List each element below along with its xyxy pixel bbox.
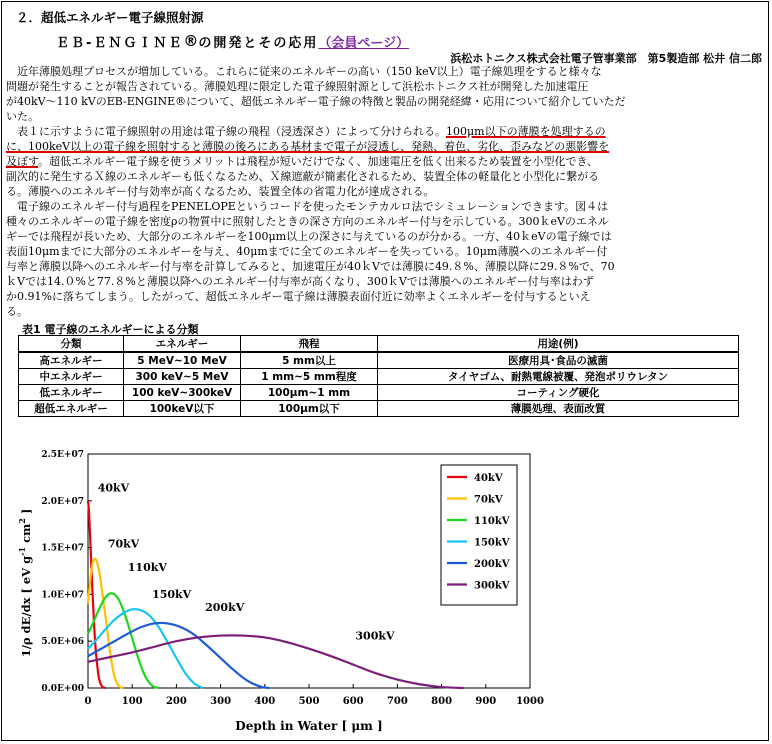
underlined-text: 100μm以下の薄膜を処理するの (446, 125, 606, 138)
paragraph-line: 種々のエネルギーの電子線を密度ρの物質中に照射したときの深さ方向のエネルギー付与を示している。300ｋeVのエネル (6, 215, 609, 228)
y-tick-label: 2.0E+07 (41, 496, 84, 507)
table-cell: 5 mm以上 (241, 352, 378, 369)
y-label-part: ] (19, 508, 33, 519)
paragraph-1 (6, 64, 766, 124)
y-label-part: cm (19, 523, 33, 547)
paragraph-line: る。薄膜へのエネルギー付与効率が高くなるため、装置全体の省電力化が達成される。 (6, 185, 435, 198)
paragraph-line: 近年薄膜処理プロセスが増加している。これらに従来のエネルギーの高い（150 keV以上）電子線処理をすると様々な (6, 65, 602, 78)
chart-legend (441, 465, 517, 605)
x-axis-label: Depth in Water [ μm ] (235, 719, 383, 733)
y-label-part: 1/ρ dE/dx [ eV g (19, 555, 33, 658)
table-header: 分類 (19, 336, 124, 353)
paragraph-line: 副次的に発生するＸ線のエネルギーも低くなるため、Ｘ線遮蔽が簡素化されるため、装置全体の軽量化と小型化に繋がる (6, 170, 600, 183)
table-header: 飛程 (241, 336, 378, 353)
paragraph-line: ｋVでは14.０%と77.８%と薄膜以降へのエネルギー付与率が高くなり、300ｋVでは薄膜へのエネルギー付与率はわず (6, 275, 594, 288)
title-suffix: の開発とその応用 (198, 36, 319, 51)
table-cell: 中エネルギー (19, 369, 124, 385)
table-cell: コーティング硬化 (378, 385, 739, 401)
x-tick-label: 200 (165, 696, 187, 707)
x-tick-label: 800 (431, 696, 453, 707)
curve-annotation: 300kV (355, 629, 395, 643)
legend-label: 40kV (474, 473, 503, 484)
table-cell: 100μm以下 (241, 401, 378, 417)
x-tick-label: 600 (342, 696, 364, 707)
table-cell: 100 keV~300keV (124, 385, 241, 401)
paragraph-2 (6, 124, 766, 199)
paragraph-line (6, 154, 766, 169)
table-header-row (19, 336, 739, 353)
series-line-300kV (88, 635, 464, 688)
table-cell: 超低エネルギー (19, 401, 124, 417)
paragraph-line: 与率と薄膜以降へのエネルギー付与率を計算してみると、加速電圧が40ｋVでは薄膜に49.８%、薄膜以降に29.８%で、70 (6, 260, 615, 273)
curve-annotation: 200kV (205, 601, 245, 615)
paragraph-3 (6, 199, 766, 319)
y-tick-label: 1.5E+07 (41, 543, 84, 554)
y-label-sup: -1 (17, 546, 27, 556)
y-tick-label: 1.0E+07 (41, 590, 84, 601)
table-cell: 100keV以下 (124, 401, 241, 417)
table-cell: 100μm~1 mm (241, 385, 378, 401)
table-row (19, 369, 739, 385)
title-prefix: ＥＢ-ＥＮＧＩＮＥ (56, 36, 184, 51)
x-tick-label: 700 (386, 696, 408, 707)
curve-annotation: 150kV (152, 588, 192, 602)
table-cell: 薄膜処理、表面改質 (378, 401, 739, 417)
x-tick-label: 0 (84, 696, 92, 707)
legend-label: 70kV (474, 494, 503, 506)
x-tick-label: 300 (210, 696, 232, 707)
paragraph-line: が40kV～110 kVのEB-ENGINE®について、超低エネルギー電子線の特徴と製品の開発経緯・応用について紹介していただ (6, 95, 626, 108)
legend-label: 150kV (474, 537, 510, 549)
y-label-sup: 2 (17, 518, 27, 524)
x-tick-label: 400 (254, 696, 276, 707)
table-cell: 高エネルギー (19, 352, 124, 369)
table-cell: 低エネルギー (19, 385, 124, 401)
curve-annotation: 40kV (97, 481, 130, 495)
table-cell: 5 MeV~10 MeV (124, 352, 241, 369)
y-axis (41, 450, 92, 694)
paragraph-line (6, 124, 766, 139)
underlined-text: 及ぼす (6, 155, 39, 168)
y-tick-label: 5.0E+06 (41, 637, 84, 648)
paragraph-line: ギーでは飛程が長いため、大部分のエネルギーを100μm以上の深さに与えているのが分かる。一方、40ｋeVの電子線では (6, 230, 612, 243)
underlined-line: に、100keV以上の電子線を照射すると薄膜の後ろにある基材まで電子が浸透し、発熱、着色、劣化、歪みなどの悪影響を (6, 140, 610, 153)
legend-label: 300kV (474, 580, 510, 592)
classification-table (18, 335, 739, 417)
energy-deposition-chart (0, 440, 772, 744)
legend-label: 200kV (474, 559, 510, 570)
table-cell: 医療用具･食品の滅菌 (378, 352, 739, 369)
series-lines (88, 501, 464, 688)
author-line: 浜松ホトニクス株式会社電子管事業部 第5製造部 松井 信二郎 (450, 52, 762, 65)
y-tick-label: 0.0E+00 (41, 684, 84, 694)
paragraph-line: 電子線のエネルギー付与過程をPENELOPEというコードを使ったモンテカルロ法でシミュレーションできます。図４は (6, 200, 609, 213)
table-cell: タイヤゴム、耐熱電線被覆、発泡ポリウレタン (378, 369, 739, 385)
table-cell: 1 mm~5 mm程度 (241, 369, 378, 385)
paragraph-line: か0.91%に落ちてしまう。したがって、超低エネルギー電子線は薄膜表面付近に効率よくエネルギーを付与するといえ (6, 290, 591, 303)
x-tick-label: 100 (121, 696, 143, 707)
x-tick-label: 500 (298, 696, 320, 707)
table-header: エネルギー (124, 336, 241, 353)
table-row (19, 401, 739, 417)
curve-annotations (98, 481, 395, 642)
x-tick-label: 1000 (516, 696, 544, 707)
y-axis-label (17, 509, 33, 658)
registered-mark: ® (183, 32, 199, 50)
table-cell: 300 keV~5 MeV (124, 369, 241, 385)
paragraph-text: 表１に示すように電子線照射の用途は電子線の飛程（浸透深さ）によって分けられる。 (6, 125, 446, 138)
paragraph-line: いた。 (6, 110, 39, 123)
section-title: ２．超低エネルギー電子線照射源 (16, 10, 204, 25)
table-row (19, 352, 739, 369)
legend-label: 110kV (474, 516, 510, 527)
paragraph-line: 問題が発生することが報告されている。薄膜処理に限定した電子線照射源として浜松ホトニクス社が開発した加速電圧 (6, 80, 589, 93)
table-caption: 表1 電子線のエネルギーによる分類 (22, 323, 199, 336)
curve-annotation: 70kV (107, 537, 140, 551)
y-tick-label: 2.5E+07 (41, 450, 84, 460)
member-page-link[interactable]: （会員ページ） (318, 36, 410, 51)
article-title (56, 32, 409, 51)
paragraph-text: 。超低エネルギー電子線を使うメリットは飛程が短いだけでなく、加速電圧を低く出来るため装置を小型化でき、 (38, 155, 599, 168)
x-tick-label: 900 (475, 696, 497, 707)
paragraph-line: 表面10μmまでに大部分のエネルギーを与え、40μmまでに全てのエネルギーを失っている。10μm薄膜へのエネルギー付 (6, 245, 608, 258)
curve-annotation: 110kV (127, 561, 167, 574)
table-row (19, 385, 739, 401)
paragraph-line: る。 (6, 305, 28, 318)
table-header: 用途(例) (378, 336, 739, 353)
